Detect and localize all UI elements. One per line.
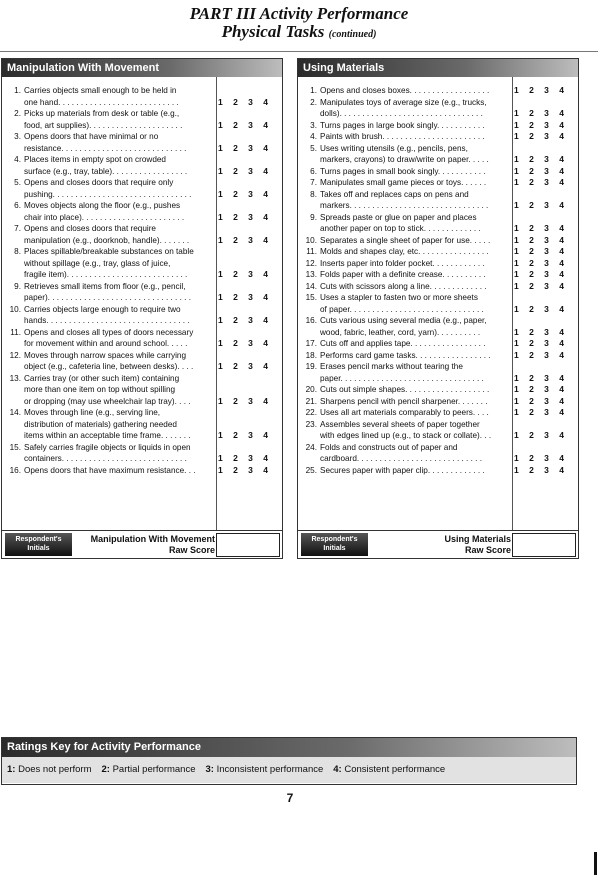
list-item xyxy=(298,246,578,258)
item-line: 21. Sharpens pencil with pencil sharpener. . . . . . . xyxy=(305,396,488,406)
item-text xyxy=(8,131,213,154)
manipulation-heading: Manipulation With Movement xyxy=(2,59,282,77)
item-number: 10. xyxy=(305,235,317,245)
item-line: 24. Folds and constructs out of paper and xyxy=(305,442,458,452)
manipulation-panel xyxy=(1,58,283,559)
list-item xyxy=(298,131,578,143)
list-item xyxy=(2,246,282,281)
rating-code: 2: xyxy=(101,764,110,775)
item-line: pushing. . . . . . . . . . . . . . . . . . . . . . . . . . . . . . . xyxy=(24,189,192,199)
item-line: 23. Assembles several sheets of paper together xyxy=(305,419,480,429)
list-item xyxy=(298,269,578,281)
item-line: 16. Opens doors that have maximum resistance. . . xyxy=(9,465,196,475)
item-number: 6. xyxy=(14,201,21,210)
item-text xyxy=(304,269,509,281)
item-line: 1. Carries objects small enough to be held in xyxy=(8,85,213,97)
list-item xyxy=(2,177,282,200)
list-item xyxy=(298,189,578,212)
item-line: 10. Separates a single sheet of paper for use. . . . . xyxy=(305,235,491,245)
page-number: 7 xyxy=(286,791,294,805)
item-text xyxy=(304,396,509,408)
rating-scale[interactable]: 1 2 3 4 xyxy=(218,269,272,279)
item-number: 1. xyxy=(14,86,21,95)
item-number: 9. xyxy=(14,281,21,291)
item-number: 9. xyxy=(310,212,317,222)
raw-score-box[interactable] xyxy=(512,533,576,557)
item-line: 19. Erases pencil marks without tearing the xyxy=(305,362,463,371)
list-item xyxy=(2,131,282,154)
list-item xyxy=(298,407,578,419)
item-line: 12. Moves through narrow spaces while carrying xyxy=(9,350,187,360)
raw-score-box[interactable] xyxy=(216,533,280,557)
item-line: 14. Cuts with scissors along a line. . . . . . . . . . . . . xyxy=(305,281,487,291)
item-line: 18. Performs card game tasks. . . . . . . . . . . . . . . . . xyxy=(305,350,491,360)
ratings-key-heading: Ratings Key for Activity Performance xyxy=(2,738,576,757)
item-number: 12. xyxy=(305,258,317,268)
item-number: 23. xyxy=(305,419,317,429)
item-line: 10. Carries objects large enough to require two xyxy=(9,304,181,314)
item-text xyxy=(304,166,509,178)
item-text xyxy=(304,292,509,315)
item-number: 20. xyxy=(305,385,317,394)
list-item xyxy=(2,85,282,108)
rating-label: Inconsistent performance xyxy=(213,764,324,775)
item-number: 18. xyxy=(305,350,317,360)
item-number: 2. xyxy=(310,97,317,107)
item-number: 7. xyxy=(310,178,317,187)
item-text xyxy=(8,246,213,281)
item-line: 22. Uses all art materials comparably to peers. . . . xyxy=(305,408,489,417)
rating-code: 3: xyxy=(205,764,214,775)
item-text xyxy=(304,143,509,166)
item-line: 8. Places spillable/breakable substances on table xyxy=(8,246,213,258)
list-item xyxy=(2,281,282,304)
item-number: 11. xyxy=(10,327,21,337)
item-line: 16. Cuts various using several media (e.g., paper, xyxy=(305,316,487,325)
rating-scale[interactable]: 1 2 3 4 xyxy=(514,119,568,130)
item-text xyxy=(304,361,509,384)
item-text xyxy=(304,281,509,293)
list-item xyxy=(298,350,578,362)
item-line: 12. Inserts paper into folder pocket. . . . . . . . . . . . xyxy=(305,258,485,268)
item-text xyxy=(8,465,213,477)
list-item xyxy=(298,465,578,477)
rating-scale[interactable]: 1 2 3 4 xyxy=(514,407,568,417)
rating-scale[interactable]: 1 2 3 4 xyxy=(514,464,568,475)
item-number: 8. xyxy=(14,247,21,256)
rating-scale[interactable]: 1 2 3 4 xyxy=(514,246,568,256)
item-text xyxy=(304,212,509,235)
item-line: distribution of materials) gathering needed xyxy=(24,419,177,429)
rating-scale[interactable]: 1 2 3 4 xyxy=(218,165,272,176)
item-line: 4. Paints with brush. . . . . . . . . . . . . . . . . . . . . . . xyxy=(304,131,509,143)
rating-scale[interactable]: 1 2 3 4 xyxy=(514,453,568,463)
item-line: or dropping (may use wheelchair lap tray). . . . xyxy=(24,396,191,406)
item-number: 13. xyxy=(305,270,317,279)
item-line: 13. Folds paper with a definite crease. . . . . . . . . . xyxy=(305,270,486,279)
item-line: another paper on top to stick. . . . . . . . . . . . . xyxy=(320,224,481,233)
list-item xyxy=(298,419,578,442)
rating-scale[interactable]: 1 2 3 4 xyxy=(514,131,568,141)
list-item xyxy=(298,235,578,247)
item-line: chair into place). . . . . . . . . . . . . . . . . . . . . . . xyxy=(24,212,185,222)
rating-scale[interactable]: 1 2 3 4 xyxy=(218,430,272,440)
rating-scale[interactable]: 1 2 3 4 xyxy=(218,464,272,475)
list-item xyxy=(2,407,282,442)
rating-scale[interactable]: 1 2 3 4 xyxy=(218,119,272,130)
item-text xyxy=(304,315,509,338)
item-number: 7. xyxy=(14,224,21,233)
item-number: 16. xyxy=(9,465,21,475)
item-number: 16. xyxy=(305,316,317,325)
item-number: 1. xyxy=(310,86,317,95)
item-line: one hand. . . . . . . . . . . . . . . . . . . . . . . . . . . xyxy=(24,97,179,107)
list-item xyxy=(2,200,282,223)
item-line: 13. Carries tray (or other such item) containing xyxy=(9,373,180,383)
item-number: 13. xyxy=(9,373,21,383)
ratings-key xyxy=(1,737,577,785)
item-line: markers, crayons) to draw/write on paper. . . . . xyxy=(320,155,489,164)
using-materials-item-list xyxy=(298,77,578,530)
ratings-key-entries xyxy=(2,757,576,783)
list-item xyxy=(298,143,578,166)
item-number: 14. xyxy=(9,408,21,417)
item-line: 9. Retrieves small items from floor (e.g., pencil, xyxy=(8,281,213,293)
rating-label: Does not perform xyxy=(15,764,92,775)
item-line: 6. Turns pages in small book singly. . . . . . . . . . . xyxy=(304,166,509,178)
item-text xyxy=(304,258,509,270)
using-materials-score-footer xyxy=(298,530,578,558)
rating-scale[interactable]: 1 2 3 4 xyxy=(218,96,272,107)
item-text xyxy=(8,200,213,223)
item-line: for movement within and around school. . . . . xyxy=(24,339,188,348)
list-item xyxy=(2,350,282,373)
manipulation-item-list xyxy=(2,77,282,530)
item-text xyxy=(8,327,213,350)
rating-label: Partial performance xyxy=(109,764,196,775)
rating-code: 1: xyxy=(7,764,16,775)
item-number: 5. xyxy=(310,143,317,153)
raw-score-label: Manipulation With Movement Raw Score xyxy=(90,534,215,555)
rating-scale[interactable]: 1 2 3 4 xyxy=(514,234,568,245)
item-line: without spillage (e.g., tray, glass of juice, xyxy=(24,258,171,268)
list-item xyxy=(2,108,282,131)
item-line: paper. . . . . . . . . . . . . . . . . . . . . . . . . . . . . . . . xyxy=(320,373,484,383)
item-number: 2. xyxy=(14,109,21,118)
list-item xyxy=(298,212,578,235)
item-text xyxy=(304,442,509,465)
list-item xyxy=(2,223,282,246)
item-number: 25. xyxy=(305,465,317,475)
item-text xyxy=(8,350,213,373)
item-text xyxy=(304,97,509,120)
respondent-initials-box[interactable]: Respondent's Initials xyxy=(301,533,368,556)
rating-scale[interactable]: 1 2 3 4 xyxy=(514,372,568,383)
list-item xyxy=(298,258,578,270)
item-number: 15. xyxy=(9,442,21,452)
item-text xyxy=(304,465,509,477)
item-text xyxy=(304,85,509,97)
list-item xyxy=(298,315,578,338)
item-line: more than one item on top without spilling xyxy=(24,385,176,394)
rating-scale[interactable]: 1 2 3 4 xyxy=(514,384,568,394)
item-text xyxy=(8,373,213,408)
item-number: 17. xyxy=(305,339,317,348)
item-line: 5. Uses writing utensils (e.g., pencils, pens, xyxy=(304,143,509,155)
list-item xyxy=(2,373,282,408)
rating-code: 4: xyxy=(333,764,342,775)
rating-scale[interactable]: 1 2 3 4 xyxy=(514,154,568,164)
item-text xyxy=(304,246,509,258)
raw-score-label: Using Materials Raw Score xyxy=(444,534,511,555)
rating-scale[interactable]: 1 2 3 4 xyxy=(514,200,568,210)
item-line: fragile item). . . . . . . . . . . . . . . . . . . . . . . . . . . xyxy=(24,270,188,279)
rating-scale[interactable]: 1 2 3 4 xyxy=(514,395,568,406)
item-line: 14. Moves through line (e.g., serving line, xyxy=(9,408,161,417)
item-line: object (e.g., cafeteria line, between desks). . . . xyxy=(24,362,194,371)
list-item xyxy=(298,292,578,315)
item-text xyxy=(8,108,213,131)
rating-scale[interactable]: 1 2 3 4 xyxy=(514,257,568,268)
rating-scale[interactable]: 1 2 3 4 xyxy=(218,453,272,463)
using-materials-panel xyxy=(297,58,579,559)
rating-scale[interactable]: 1 2 3 4 xyxy=(514,177,568,187)
item-number: 4. xyxy=(310,132,317,141)
rating-scale[interactable]: 1 2 3 4 xyxy=(218,338,272,348)
item-line: markers. . . . . . . . . . . . . . . . . . . . . . . . . . . . . . . xyxy=(320,201,489,210)
item-number: 6. xyxy=(310,166,317,176)
item-text xyxy=(8,304,213,327)
item-text xyxy=(8,177,213,200)
manipulation-score-footer xyxy=(2,530,282,558)
item-line: 7. Manipulates small game pieces or toys. . . . . . xyxy=(304,177,509,189)
item-line: paper). . . . . . . . . . . . . . . . . . . . . . . . . . . . . . . . xyxy=(24,293,191,302)
list-item xyxy=(298,338,578,350)
item-number: 19. xyxy=(305,362,317,371)
item-number: 10. xyxy=(9,304,21,314)
item-line: wood, fabric, leather, cord, yarn). . . . . . . . . . xyxy=(320,327,481,337)
rating-scale[interactable]: 1 2 3 4 xyxy=(514,326,568,337)
item-line: resistance. . . . . . . . . . . . . . . . . . . . . . . . . . . . xyxy=(24,143,187,153)
item-number: 11. xyxy=(306,247,317,256)
item-line: 3. Turns pages in large book singly. . . . . . . . . . . xyxy=(304,120,509,132)
rating-scale[interactable]: 1 2 3 4 xyxy=(514,85,568,95)
rating-scale[interactable]: 1 2 3 4 xyxy=(218,188,272,199)
item-line: cardboard. . . . . . . . . . . . . . . . . . . . . . . . . . . . xyxy=(320,454,482,463)
item-line: dolls). . . . . . . . . . . . . . . . . . . . . . . . . . . . . . . . xyxy=(320,109,483,118)
item-line: 7. Opens and closes doors that require xyxy=(8,223,213,235)
rating-label: Consistent performance xyxy=(341,764,446,775)
page-edge-mark xyxy=(594,852,597,875)
item-line: 3. Opens doors that have minimal or no xyxy=(8,131,213,143)
item-number: 14. xyxy=(305,281,317,291)
item-line: 20. Cuts out simple shapes. . . . . . . . . . . . . . . . . . . xyxy=(305,385,490,394)
rating-scale[interactable]: 1 2 3 4 xyxy=(514,165,568,176)
item-text xyxy=(304,384,509,396)
list-item xyxy=(298,384,578,396)
item-text xyxy=(304,407,509,419)
item-text xyxy=(304,419,509,442)
rating-scale[interactable]: 1 2 3 4 xyxy=(514,280,568,291)
list-item xyxy=(298,281,578,293)
item-line: surface (e.g., tray, table). . . . . . . . . . . . . . . . . xyxy=(24,166,188,176)
item-line: 1. Opens and closes boxes. . . . . . . . . . . . . . . . . . xyxy=(304,85,509,97)
item-text xyxy=(304,338,509,350)
item-line: containers. . . . . . . . . . . . . . . . . . . . . . . . . . . . xyxy=(24,454,187,463)
rating-scale[interactable]: 1 2 3 4 xyxy=(218,315,272,325)
list-item xyxy=(298,442,578,465)
rating-scale[interactable]: 1 2 3 4 xyxy=(218,211,272,222)
item-line: 5. Opens and closes doors that require only xyxy=(8,177,213,189)
item-line: with edges lined up (e.g., to stack or collate). . . xyxy=(320,431,492,440)
item-number: 3. xyxy=(310,120,317,130)
item-number: 5. xyxy=(14,178,21,187)
item-line: 25. Secures paper with paper clip. . . . . . . . . . . . . xyxy=(305,465,485,475)
item-number: 24. xyxy=(305,442,317,452)
item-line: hands. . . . . . . . . . . . . . . . . . . . . . . . . . . . . . . . xyxy=(24,316,190,325)
item-line: 2. Manipulates toys of average size (e.g., trucks, xyxy=(304,97,509,109)
item-line: 15. Safely carries fragile objects or liquids in open xyxy=(9,442,191,452)
list-item xyxy=(2,442,282,465)
item-line: 2. Picks up materials from desk or table (e.g., xyxy=(8,108,213,120)
rating-scale[interactable]: 1 2 3 4 xyxy=(218,292,272,302)
part-title: PART III Activity Performance xyxy=(189,4,409,23)
item-line: 15. Uses a stapler to fasten two or more sheets xyxy=(305,293,478,302)
rating-scale[interactable]: 1 2 3 4 xyxy=(514,269,568,279)
rating-scale[interactable]: 1 2 3 4 xyxy=(514,349,568,360)
rating-scale[interactable]: 1 2 3 4 xyxy=(514,338,568,348)
rating-scale[interactable]: 1 2 3 4 xyxy=(514,430,568,440)
rating-scale[interactable]: 1 2 3 4 xyxy=(218,142,272,153)
item-line: 11. Opens and closes all types of doors necessary xyxy=(8,327,213,339)
list-item xyxy=(2,327,282,350)
item-line: items within an acceptable time frame. . . . . . . xyxy=(24,431,191,440)
item-number: 21. xyxy=(305,396,317,406)
item-text xyxy=(304,350,509,362)
rating-scale[interactable]: 1 2 3 4 xyxy=(514,108,568,118)
rating-scale[interactable]: 1 2 3 4 xyxy=(218,234,272,245)
item-text xyxy=(8,442,213,465)
item-line: manipulation (e.g., doorknob, handle). . . . . . . xyxy=(24,235,190,245)
item-text xyxy=(304,177,509,189)
item-number: 12. xyxy=(9,350,21,360)
item-text xyxy=(8,154,213,177)
item-text xyxy=(304,120,509,132)
rating-scale[interactable]: 1 2 3 4 xyxy=(514,303,568,314)
list-item xyxy=(2,304,282,327)
list-item xyxy=(298,396,578,408)
list-item xyxy=(298,97,578,120)
rating-scale[interactable]: 1 2 3 4 xyxy=(218,395,272,406)
rating-scale[interactable]: 1 2 3 4 xyxy=(218,361,272,371)
item-text xyxy=(8,85,213,108)
title-divider xyxy=(0,51,598,52)
item-number: 4. xyxy=(14,155,21,164)
item-number: 8. xyxy=(310,189,317,199)
rating-scale[interactable]: 1 2 3 4 xyxy=(514,223,568,233)
item-line: food, art supplies). . . . . . . . . . . . . . . . . . . . . xyxy=(24,120,183,130)
list-item xyxy=(2,154,282,177)
item-text xyxy=(8,281,213,304)
using-materials-heading: Using Materials xyxy=(298,59,578,77)
list-item xyxy=(2,465,282,477)
item-number: 15. xyxy=(305,293,317,302)
item-line: 4. Places items in empty spot on crowded xyxy=(8,154,213,166)
item-line: of paper. . . . . . . . . . . . . . . . . . . . . . . . . . . . . . xyxy=(320,304,484,314)
section-subtitle: Physical Tasks (continued) xyxy=(221,22,377,41)
list-item xyxy=(298,177,578,189)
list-item xyxy=(298,85,578,97)
item-text xyxy=(304,189,509,212)
item-line: 6. Moves objects along the floor (e.g., pushes xyxy=(8,200,213,212)
item-text xyxy=(8,407,213,442)
item-text xyxy=(304,235,509,247)
respondent-initials-box[interactable]: Respondent's Initials xyxy=(5,533,72,556)
item-number: 22. xyxy=(305,408,317,417)
item-line: 9. Spreads paste or glue on paper and places xyxy=(304,212,509,224)
item-line: 11. Molds and shapes clay, etc. . . . . . . . . . . . . . . . xyxy=(304,246,509,258)
list-item xyxy=(298,361,578,384)
list-item xyxy=(298,120,578,132)
item-number: 3. xyxy=(14,132,21,141)
item-text xyxy=(8,223,213,246)
list-item xyxy=(298,166,578,178)
item-line: 17. Cuts off and applies tape. . . . . . . . . . . . . . . . . xyxy=(305,339,486,348)
item-text xyxy=(304,131,509,143)
item-line: 8. Takes off and replaces caps on pens and xyxy=(304,189,509,201)
